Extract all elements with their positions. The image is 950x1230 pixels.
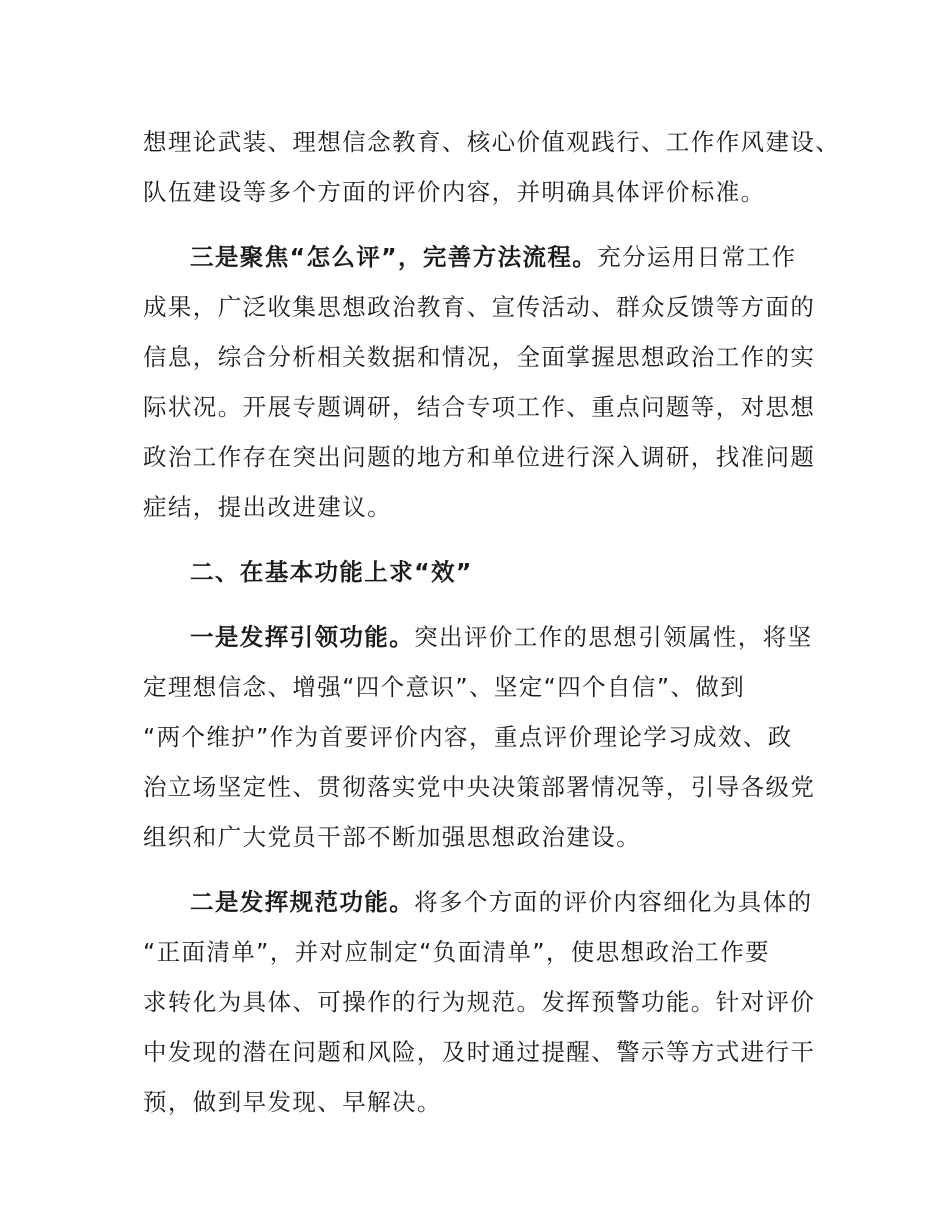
p4-line-5: 预，做到早发现、早解决。 bbox=[143, 1088, 442, 1116]
p2-line-1 bbox=[190, 242, 870, 272]
p3-line-1-rest: 突出评价工作的思想引领属性，将坚 bbox=[414, 623, 813, 651]
p4-line-1 bbox=[190, 887, 870, 917]
p2-line-6: 症结，提出改进建议。 bbox=[143, 493, 392, 521]
p2-line-5: 政治工作存在突出问题的地方和单位进行深入调研，找准问题 bbox=[143, 443, 816, 471]
p4-line-1-rest: 将多个方面的评价内容细化为具体的 bbox=[414, 888, 813, 916]
p2-line-3: 信息，综合分析相关数据和情况，全面掌握思想政治工作的实 bbox=[143, 343, 816, 371]
p4-line-4: 中发现的潜在问题和风险，及时通过提醒、警示等方式进行干 bbox=[143, 1038, 816, 1066]
p3-line-1 bbox=[190, 622, 870, 652]
p3-lead: 一是发挥引领功能。 bbox=[190, 623, 415, 651]
p2-line-1-rest: 充分运用日常工作 bbox=[597, 243, 797, 271]
p3-line-5: 组织和广大党员干部不断加强思想政治建设。 bbox=[143, 823, 641, 851]
p2-line-4: 际状况。开展专题调研，结合专项工作、重点问题等，对思想 bbox=[143, 393, 816, 421]
p2-line-2: 成果，广泛收集思想政治教育、宣传活动、群众反馈等方面的 bbox=[143, 293, 816, 321]
p3-line-2: 定理想信念、增强“四个意识”、坚定“四个自信”、做到 bbox=[143, 673, 746, 701]
p4-line-2: “正面清单”，并对应制定“负面清单”，使思想政治工作要 bbox=[143, 938, 770, 966]
p2-lead: 三是聚焦“怎么评”，完善方法流程。 bbox=[190, 243, 598, 271]
p1-line-2: 队伍建设等多个方面的评价内容，并明确具体评价标准。 bbox=[143, 178, 766, 206]
p4-lead: 二是发挥规范功能。 bbox=[190, 888, 415, 916]
p4-line-3: 求转化为具体、可操作的行为规范。发挥预警功能。针对评价 bbox=[143, 988, 816, 1016]
p1-line-1: 想理论武装、理想信念教育、核心价值观践行、工作作风建设、 bbox=[143, 128, 841, 156]
p3-line-4: 治立场坚定性、贯彻落实党中央决策部署情况等，引导各级党 bbox=[143, 773, 816, 801]
p3-line-3: “两个维护”作为首要评价内容，重点评价理论学习成效、政 bbox=[143, 723, 793, 751]
section-heading: 二、在基本功能上求“效” bbox=[190, 558, 473, 586]
